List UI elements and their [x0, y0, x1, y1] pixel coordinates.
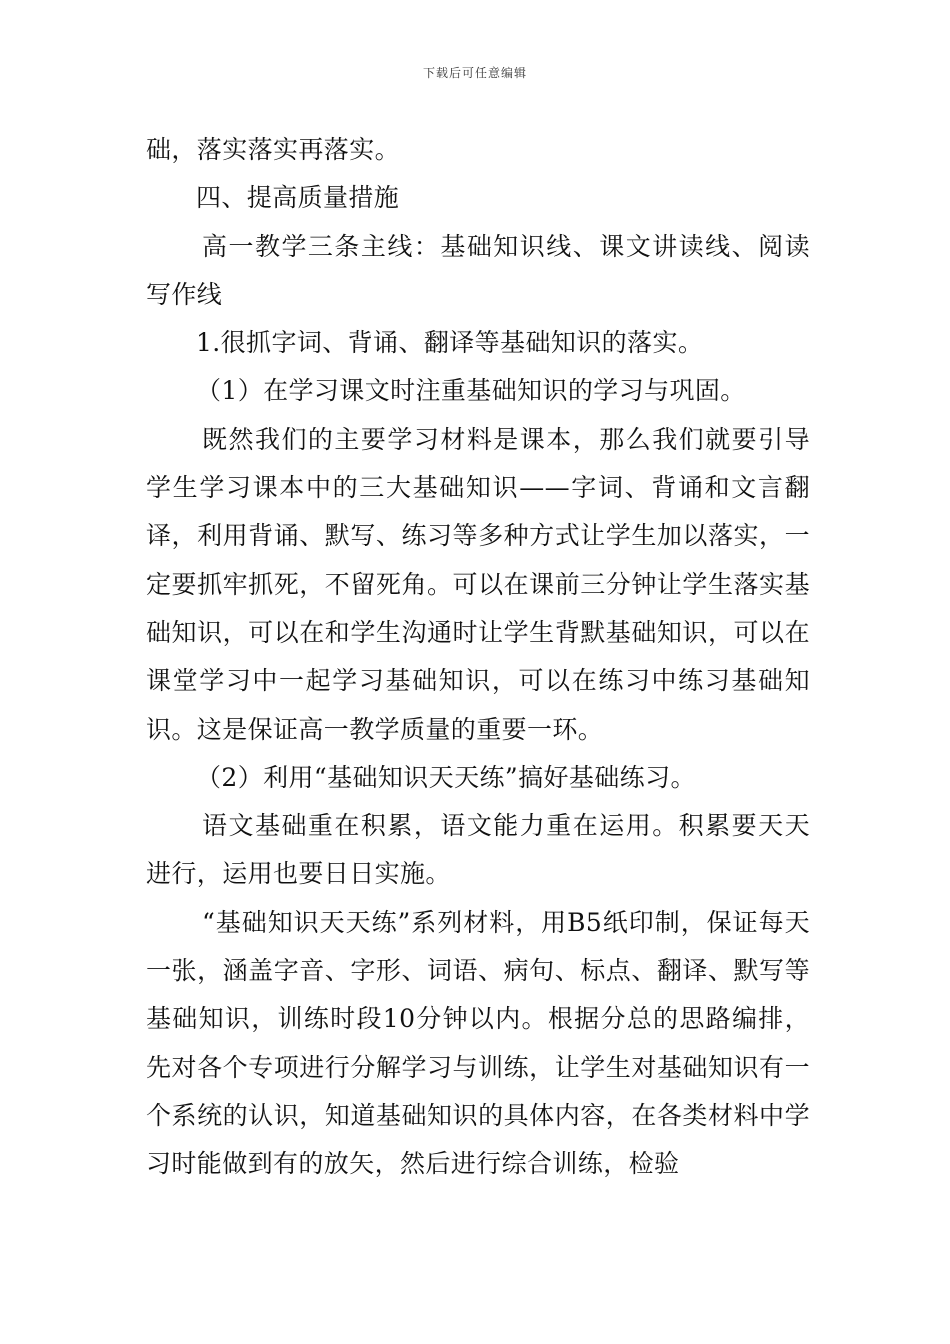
page-header: 下载后可任意编辑	[422, 66, 527, 80]
paragraph-accumulation: 语文基础重在积累，语文能力重在运用。积累要天天进行，运用也要日日实施。	[146, 811, 810, 889]
subheading-1-2: （2）利用“基础知识天天练”搞好基础练习。	[196, 762, 696, 792]
paragraph-1: 础，落实落实再落实。	[146, 135, 401, 164]
subheading-1: 1.很抓字词、背诵、翻译等基础知识的落实。	[196, 328, 704, 358]
paragraph-textbook: 既然我们的主要学习材料是课本，那么我们就要引导学生学习课本中的三大基础知识——字词、背诵和文言翻译，利用背诵、默写、练习等多种方式让学生加以落实，一定要抓牢抓死，不留死角。可以在课前三分钟让学生落实基础知识，可以在和学生沟通时让学生背默基础知识，可以在课堂学习中一起学习基础知识，可以在练习中练习基础知识。这是保证高一教学质量的重要一环。	[146, 424, 810, 744]
subheading-1-1: （1）在学习课文时注重基础知识的学习与巩固。	[196, 376, 746, 406]
paragraph-daily-practice: “基础知识天天练”系列材料，用B5纸印制，保证每天一张，涵盖字音、字形、词语、病句、标点、翻译、默写等基础知识，训练时段10分钟以内。根据分总的思路编排，先对各个专项进行分解学习与训练，让学生对基础知识有一个系统的认识，知道基础知识的具体内容，在各类材料中学习时能做到有的放矢，然后进行综合训练，检验	[146, 907, 810, 1179]
paragraph-main-lines: 高一教学三条主线：基础知识线、课文讲读线、阅读写作线	[146, 231, 810, 309]
document-body	[146, 126, 810, 1189]
section-heading-4: 四、提高质量措施	[196, 183, 400, 213]
